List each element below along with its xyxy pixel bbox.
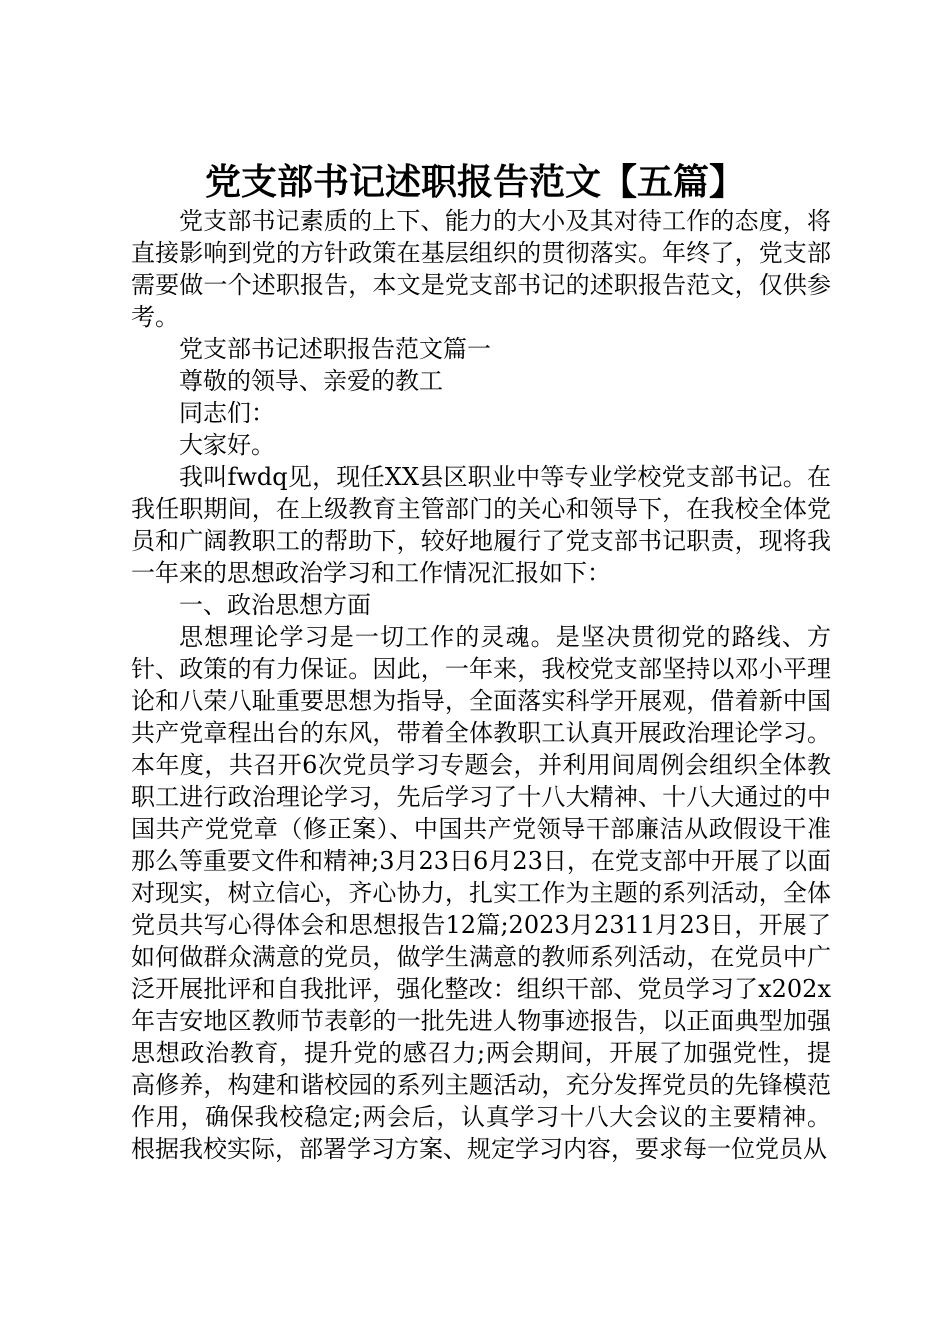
salutation-line: 同志们： bbox=[179, 399, 275, 427]
document-title: 党支部书记述职报告范文【五篇】 bbox=[204, 161, 745, 203]
document-body bbox=[131, 205, 831, 1165]
section-heading: 党支部书记述职报告范文篇一 bbox=[179, 335, 491, 363]
intro-paragraph: 党支部书记素质的上下、能力的大小及其对待工作的态度，将直接影响到党的方针政策在基层组织的贯彻落实。年终了，党支部需要做一个述职报告，本文是党支部书记的述职报告范文，仅供参考。 bbox=[131, 207, 831, 331]
greeting-line: 大家好。 bbox=[179, 431, 275, 459]
body-paragraph: 思想理论学习是一切工作的灵魂。是坚决贯彻党的路线、方针、政策的有力保证。因此，一年来，我校党支部坚持以邓小平理论和八荣八耻重要思想为指导，全面落实科学开展观，借着新中国共产党章程出台的东风，带着全体教职工认真开展政治理论学习。本年度，共召开6次党员学习专题会，并利用间周例会组织全体教职工进行政治理论学习，先后学习了十八大精神、十八大通过的中国共产党党章（修正案）、中国共产党领导干部廉洁从政假设干准那么等重要文件和精神;3月23日6月23日，在党支部中开展了以面对现实，树立信心，齐心协力，扎实工作为主题的系列活动，全体党员共写心得体会和思想报告12篇;2023月2311月23日，开展了如何做群众满意的党员，做学生满意的教师系列活动，在党员中广泛开展批评和自我批评，强化整改：组织干部、党员学习了x202x年吉安地区教师节表彰的一批先进人物事迹报告，以正面典型加强思想政治教育，提升党的感召力;两会期间，开展了加强党性，提高修养，构建和谐校园的系列主题活动，充分发挥党员的先锋模范作用，确保我校稳定;两会后，认真学习十八大会议的主要精神。根据我校实际，部署学习方案、规定学习内容，要求每一位党员从 bbox=[131, 623, 831, 1163]
subsection-heading: 一、政治思想方面 bbox=[179, 591, 371, 619]
salutation-line: 尊敬的领导、亲爱的教工 bbox=[179, 367, 443, 395]
body-paragraph: 我叫fwdq见，现任XX县区职业中等专业学校党支部书记。在我任职期间，在上级教育主管部门的关心和领导下，在我校全体党员和广阔教职工的帮助下，较好地履行了党支部书记职责，现将我一年来的思想政治学习和工作情况汇报如下： bbox=[131, 463, 831, 587]
